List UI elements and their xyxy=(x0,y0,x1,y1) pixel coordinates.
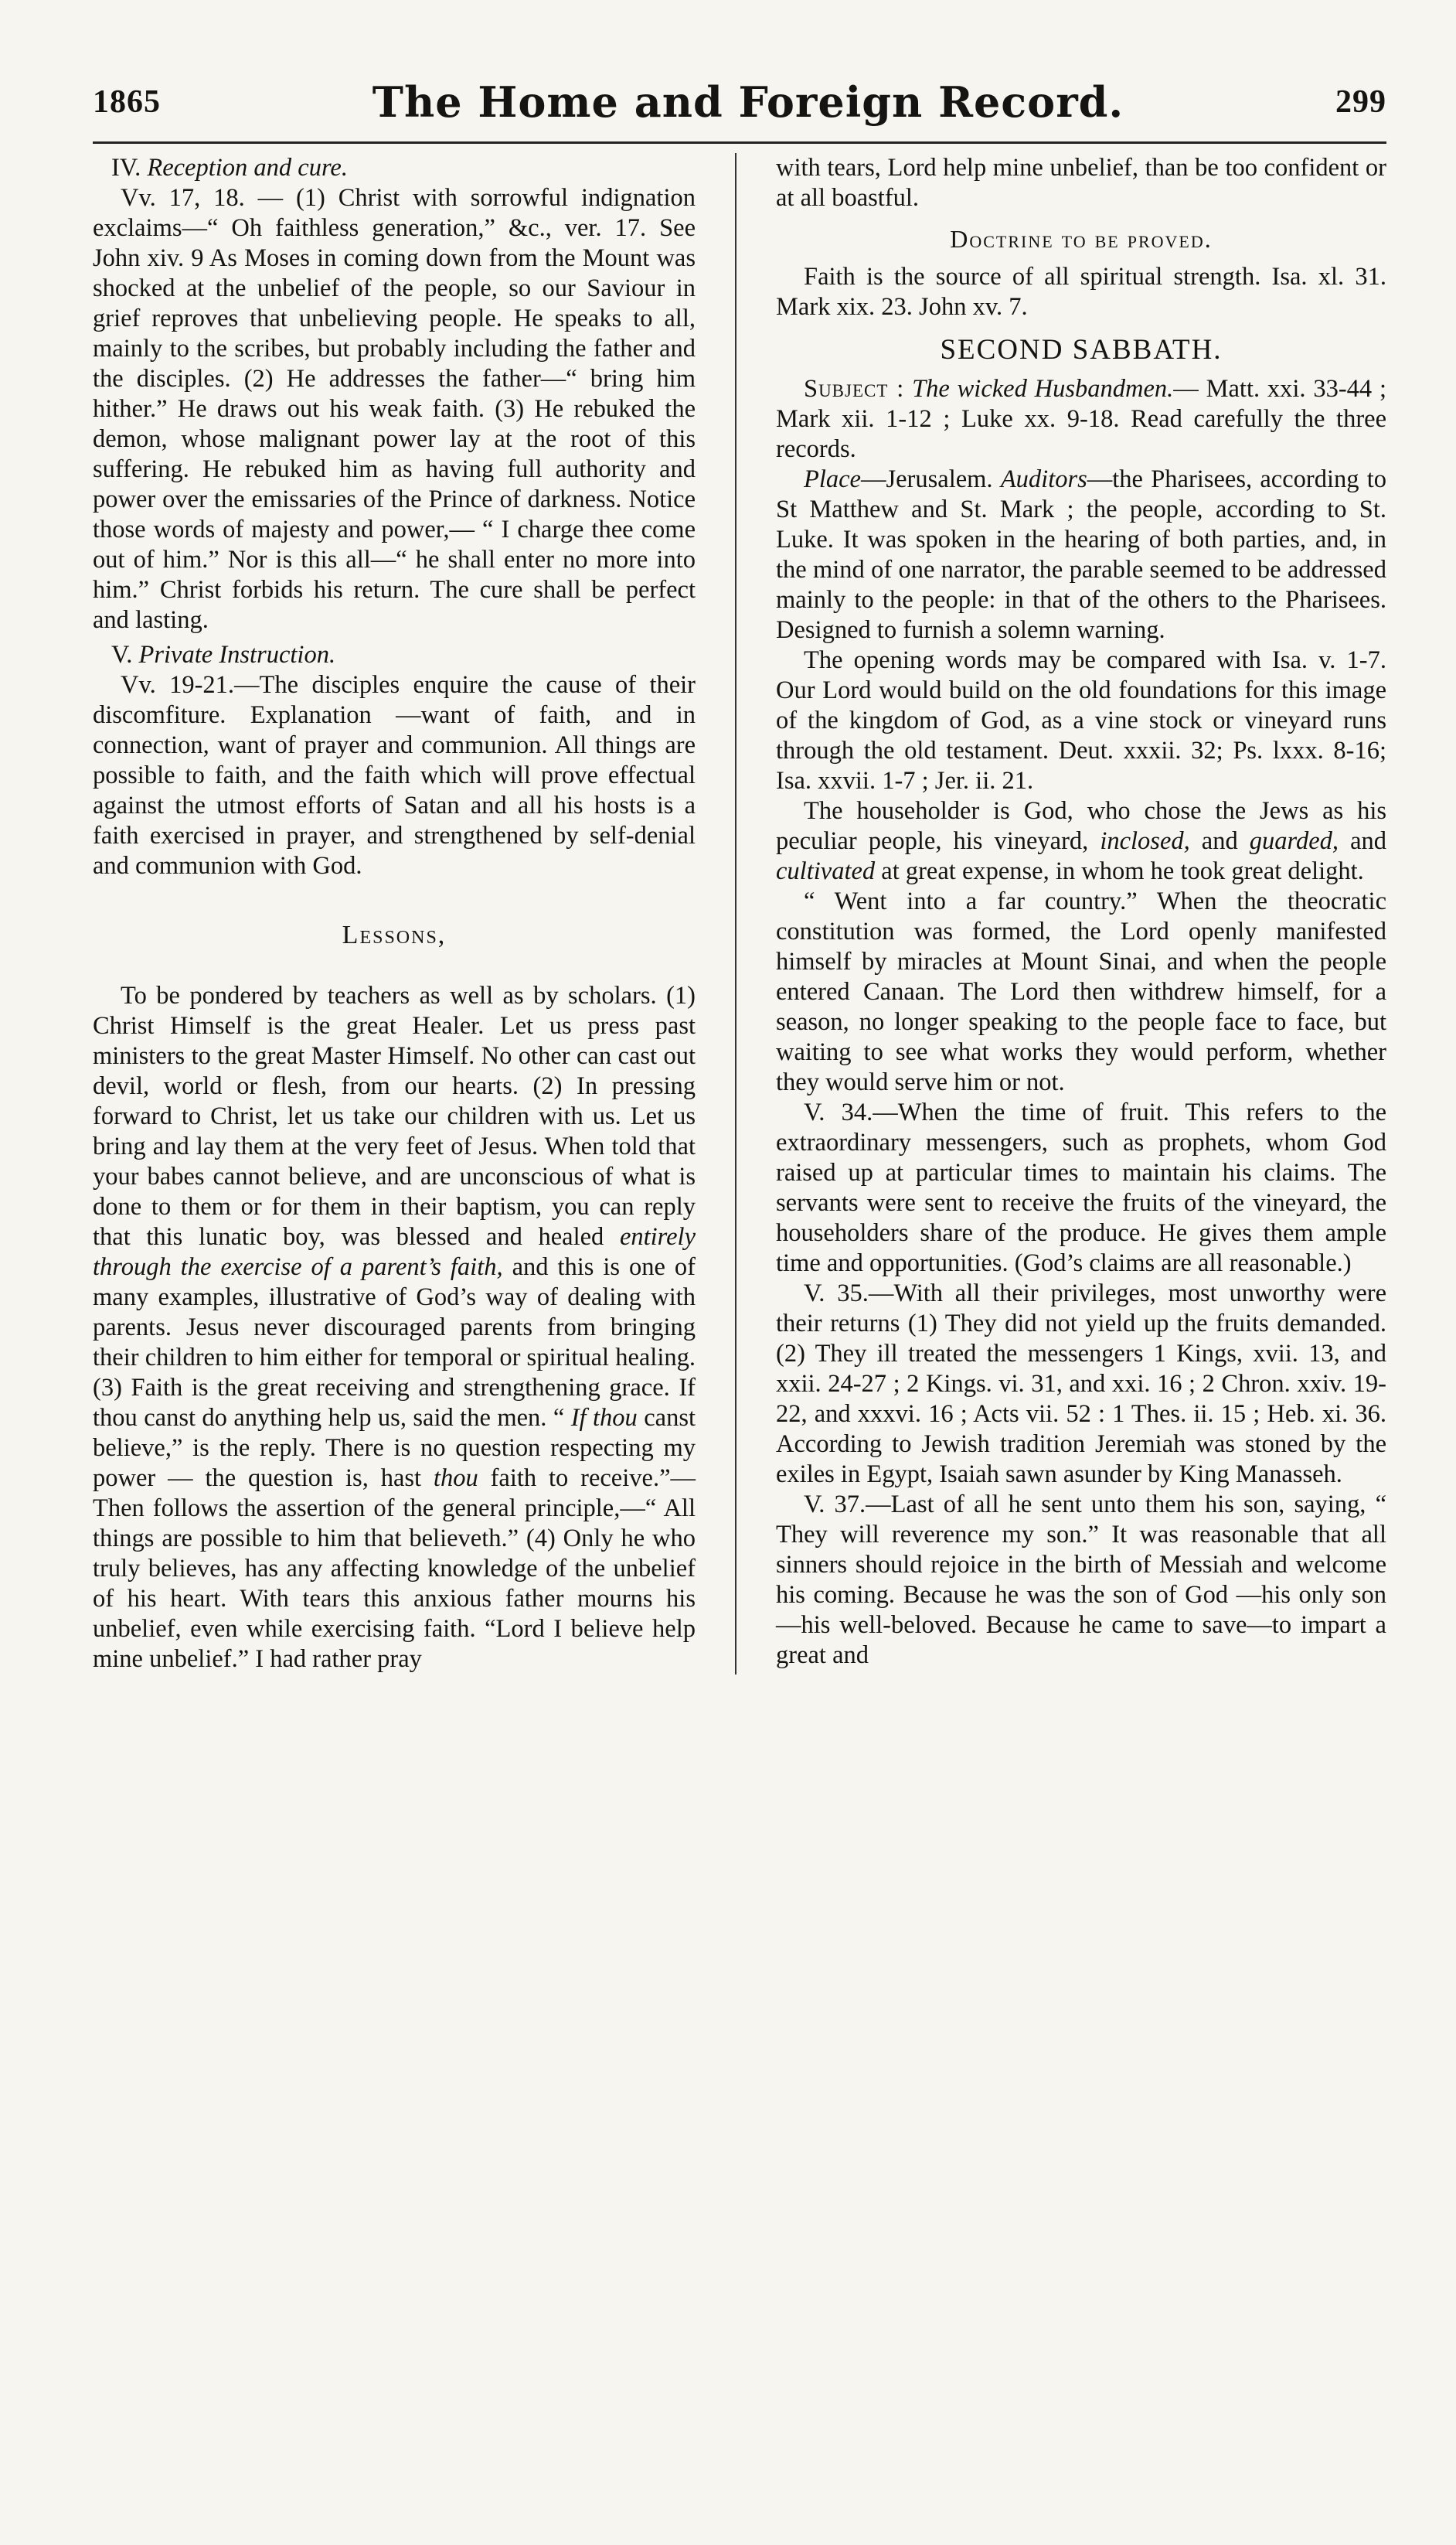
householder-guarded: guarded, xyxy=(1249,827,1339,855)
right-column xyxy=(776,153,1386,1671)
paragraph-vv19: Vv. 19-21.—The disciples enquire the cause of their discomfiture. Explanation —want of faith, and in connection, want of prayer and communion. All things are possible to faith, and the faith which will prove effectual against the utmost efforts of Satan and all his hosts is a faith exercised in prayer, and strengthened by self-denial and communion with God. xyxy=(93,671,696,880)
place-paragraph xyxy=(776,465,1386,646)
column-divider xyxy=(735,153,737,1675)
subject-paragraph xyxy=(776,374,1386,465)
header-year: 1865 xyxy=(93,84,161,120)
left-column xyxy=(93,153,696,1675)
householder-and-2: and xyxy=(1339,827,1386,855)
subject-title: The wicked Husbandmen. xyxy=(912,375,1174,403)
subject-label: Subject : xyxy=(804,375,905,403)
verse-37-paragraph: V. 37.—Last of all he sent unto them his son, saying, “ They will reverence my son.” It was reasonable that all sinners should rejoice in the birth of Messiah and welcome his coming. Because he was the son of God —his only son—his well-beloved. Because he came to save—to impart a great and xyxy=(776,1491,1386,1669)
verse-35-paragraph: V. 35.—With all their privileges, most unworthy were their returns (1) They did not yield up the fruits demanded. (2) They ill treated the messengers 1 Kings, xvii. 13, and xxii. 24-27 ; 2 Kings. vi. 31, and xxi. 16 ; 2 Chron. xxiv. 19-22, and xxxvi. 16 ; Acts vii. 52 : 1 Thes. ii. 15 ; Heb. xi. 36. According to Jewish tradition Jeremiah was stoned by the exiles in Egypt, Isaiah sawn asunder by King Manasseh. xyxy=(776,1279,1386,1488)
householder-cultivated: cultivated xyxy=(776,857,876,885)
householder-text-a: The householder is God, who chose the Jews as his peculiar people, his vineyard, xyxy=(776,797,1386,855)
header-rule xyxy=(93,141,1386,144)
section-v-heading xyxy=(93,640,696,670)
lessons-italic-2: If thou xyxy=(570,1404,638,1432)
lessons-italic-1: entirely through the exercise of a parent’s faith, xyxy=(93,1223,696,1281)
lessons-italic-3: thou xyxy=(433,1464,478,1492)
sabbath-heading: SECOND SABBATH. xyxy=(940,334,1223,366)
householder-paragraph xyxy=(776,796,1386,887)
continued-text: with tears, Lord help mine unbelief, than be too confident or at all boastful. xyxy=(776,154,1386,212)
householder-inclosed: inclosed, xyxy=(1100,827,1190,855)
subject-refs: — Matt. xxi. 33-44 ; Mark xii. 1-12 ; Luke xx. 9-18. Read carefully the three records. xyxy=(776,375,1387,463)
householder-text-b: at great expense, in whom he took great delight. xyxy=(875,857,1364,885)
verse-34-paragraph: V. 34.—When the time of fruit. This refers to the extraordinary messengers, such as prophets, whom God raised up at particular times to maintain his claims. The servants were sent to receive the fruits of the vineyard, the householders share of the produce. He gives them ample time and opportunities. (God’s claims are all reasonable.) xyxy=(776,1099,1386,1277)
section-iv-heading xyxy=(93,153,696,183)
lessons-heading: Lessons, xyxy=(342,921,447,949)
far-country-paragraph: “ Went into a far country.” When the theocratic constitution was formed, the Lord openly manifested himself by miracles at Mount Sinai, and when the people entered Canaan. The Lord then withdrew himself, for a season, no longer speaking to the people face to face, but waiting to see what works they would perform, whether they would serve him or not. xyxy=(776,888,1386,1096)
header-title: The Home and Foreign Record. xyxy=(372,77,1124,127)
running-head xyxy=(93,77,1386,153)
two-column-body xyxy=(93,153,1386,1675)
lessons-text-3: canst believe,” is the reply. There is no question respecting my power — the question is, hast xyxy=(93,1404,696,1492)
doctrine-heading: Doctrine to be proved. xyxy=(950,225,1213,253)
auditors-label: Auditors xyxy=(1000,465,1087,493)
section-iv-numeral: IV. xyxy=(111,154,141,182)
section-v-numeral: V. xyxy=(111,641,133,669)
lessons-text-1: To be pondered by teachers as well as by scholars. (1) Christ Himself is the great Healer. Let us press past ministers to the great Master Himself. No other can cast out devil, world or flesh, from our hearts. (2) In pressing forward to Christ, let us take our children with us. Let us bring and lay them at the very feet of Jesus. When told that your babes cannot believe, and are unconscious of what is done to them or for them in their baptism, you can reply that this lunatic boy, was blessed and healed xyxy=(93,982,696,1251)
place-label: Place xyxy=(804,465,861,493)
paragraph-lessons xyxy=(93,981,696,1675)
section-v-title: Private Instruction. xyxy=(138,641,336,669)
paragraph-vv17: Vv. 17, 18. — (1) Christ with sorrowful indignation exclaims—“ Oh faithless generation,” &c., ver. 17. See John xiv. 9 As Moses in coming down from the Mount was shocked at the unbelief of the people, so our Saviour in grief reproves that unbelieving people. He speaks to all, mainly to the scribes, but probably including the father and the disciples. (2) He addresses the father—“ bring him hither.” He draws out his weak faith. (3) He rebuked the demon, whose malignant power lay at the root of this suffering. He rebuked him as having full authority and power over the emissaries of the Prince of darkness. Notice those words of majesty and power,— “ I charge thee come out of him.” Nor is this all—“ he shall enter no more into him.” Christ forbids his return. The cure shall be perfect and lasting. xyxy=(93,184,696,634)
place-text: —Jerusalem. xyxy=(860,465,993,493)
auditors-text: —the Pharisees, according to St Matthew and St. Mark ; the people, according to St. Luke. It was spoken in the hearing of both parties, and, in the mind of one narrator, the parable seemed to be addressed mainly to the people: in that of the others to the Pharisees. Designed to furnish a solemn warning. xyxy=(776,465,1387,644)
doctrine-text: Faith is the source of all spiritual strength. Isa. xl. 31. Mark xix. 23. John xv. 7. xyxy=(776,263,1386,321)
page-number: 299 xyxy=(1335,84,1386,120)
lessons-text-2: and this is one of many examples, illustrative of God’s way of dealing with parents. Jesus never discouraged parents from bringing their children to him either for temporal or spiritual healing. (3) Faith is the great receiving and strengthening grace. If thou canst do anything help us, said the men. “ xyxy=(93,1253,696,1432)
opening-paragraph: The opening words may be compared with Isa. v. 1-7. Our Lord would build on the old foundations for this image of the kingdom of God, as a vine stock or vineyard runs through the old testament. Deut. xxxii. 32; Ps. lxxx. 8-16; Isa. xxvii. 1-7 ; Jer. ii. 21. xyxy=(776,646,1386,795)
householder-and-1: and xyxy=(1189,827,1250,855)
section-iv-title: Reception and cure. xyxy=(147,154,348,182)
lessons-text-4: faith to receive.”— Then follows the assertion of the general principle,—“ All things are possible to him that believeth.” (4) Only he who truly believes, has any affecting knowledge of the unbelief of his heart. With tears this anxious father mourns his unbelief, even while exercising faith. “Lord I believe help mine unbelief.” I had rather pray xyxy=(93,1464,696,1673)
